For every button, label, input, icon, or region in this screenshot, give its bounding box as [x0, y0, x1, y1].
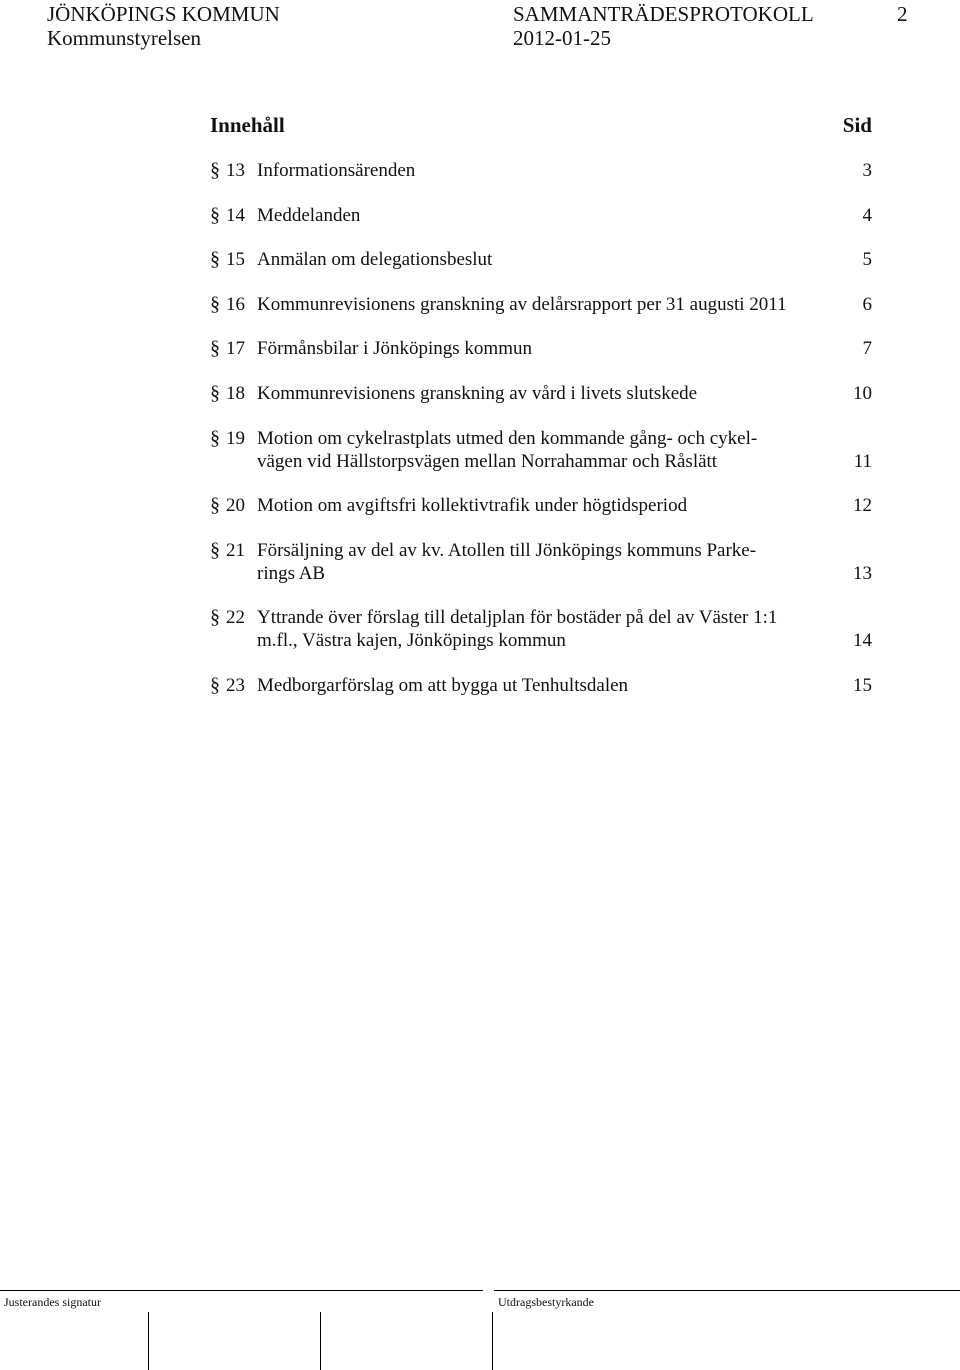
toc-entry-number: 21	[226, 539, 245, 561]
toc-entry-page: 6	[862, 293, 872, 315]
document-type: SAMMANTRÄDESPROTOKOLL	[513, 2, 814, 26]
section-symbol: §	[210, 382, 220, 404]
toc-entry-title-line: Informationsärenden	[257, 160, 416, 181]
section-symbol: §	[210, 159, 220, 181]
board-name: Kommunstyrelsen	[47, 26, 201, 50]
section-symbol: §	[210, 674, 220, 696]
toc-entry-title	[257, 494, 832, 517]
toc-entry-title	[257, 606, 832, 652]
toc-entry-number: 20	[226, 495, 245, 517]
toc-entry-number: 16	[226, 293, 245, 315]
toc-entry-title	[257, 674, 832, 697]
extract-certification-label: Utdragsbestyrkande	[498, 1295, 594, 1309]
section-symbol: §	[210, 494, 220, 517]
toc-entry-number: 14	[226, 204, 245, 226]
toc-entry-page: 10	[853, 383, 872, 404]
toc-entry-title-line: Yttrande över förslag till detaljplan för bostäder på del av Väster 1:1	[257, 607, 778, 629]
toc-entry-page: 4	[862, 204, 872, 226]
meeting-date: 2012-01-25	[513, 26, 611, 50]
section-symbol: §	[210, 538, 220, 561]
toc-entry-page: 13	[853, 562, 872, 584]
toc-entry-title-line: Medborgarförslag om att bygga ut Tenhultsdalen	[257, 675, 629, 696]
toc-entry-page: 12	[853, 495, 872, 517]
toc-entry-page: 11	[853, 450, 872, 472]
section-symbol: §	[210, 248, 220, 271]
toc-entry-title-line: Kommunrevisionens granskning av vård i livets slutskede	[257, 383, 698, 404]
signature-box-divider	[148, 1312, 149, 1370]
toc-entry-title-line: Motion om avgiftsfri kollektivtrafik under högtidsperiod	[257, 495, 688, 517]
toc-entry-title-line: Motion om cykelrastplats utmed den kommande gång- och cykel-	[257, 427, 758, 449]
toc-page-column-label: Sid	[842, 113, 872, 137]
footer-divider-right	[494, 1290, 960, 1291]
toc-entry-number: 13	[226, 160, 245, 181]
section-symbol: §	[210, 426, 220, 449]
toc-entry-title	[257, 427, 832, 473]
toc-entry-page: 15	[853, 675, 872, 696]
toc-entry-title-line: Försäljning av del av kv. Atollen till Jönköpings kommuns Parke-	[257, 539, 757, 561]
toc-entry-title-line: rings AB	[257, 562, 326, 584]
toc-entry-title	[257, 159, 832, 182]
signature-label: Justerandes signatur	[4, 1295, 101, 1309]
section-symbol: §	[210, 606, 220, 629]
toc-entry-page: 5	[862, 249, 872, 271]
page-number: 2	[897, 2, 908, 26]
toc-entry-number: 19	[226, 427, 245, 449]
toc-entry-title-line: Förmånsbilar i Jönköpings kommun	[257, 338, 532, 360]
toc-entry-title	[257, 293, 832, 316]
toc-entry-title	[257, 382, 832, 405]
section-symbol: §	[210, 337, 220, 360]
organization-name: JÖNKÖPINGS KOMMUN	[47, 2, 280, 26]
toc-entry-page: 14	[853, 630, 872, 652]
signature-box-divider	[320, 1312, 321, 1370]
signature-box-divider	[492, 1312, 493, 1370]
toc-entry-title-line: Meddelanden	[257, 204, 361, 226]
toc-entry-number: 18	[226, 383, 245, 404]
toc-entry-title	[257, 337, 832, 360]
section-symbol: §	[210, 203, 220, 226]
toc-entry-page: 7	[862, 338, 872, 360]
toc-entry-page: 3	[862, 160, 872, 181]
toc-entry-number: 22	[226, 607, 245, 629]
toc-entry-title	[257, 248, 832, 271]
toc-entry-number: 23	[226, 675, 245, 696]
toc-entry-title-line: Kommunrevisionens granskning av delårsrapport per 31 augusti 2011	[257, 293, 787, 315]
toc-entry-title	[257, 204, 832, 227]
toc-title: Innehåll	[210, 113, 285, 137]
toc-entry-title-line: Anmälan om delegationsbeslut	[257, 249, 493, 271]
toc-entry-title-line: m.fl., Västra kajen, Jönköpings kommun	[257, 630, 566, 652]
toc-entry-title-line: vägen vid Hällstorpsvägen mellan Norrahammar och Råslätt	[257, 450, 718, 472]
toc-entry-title	[257, 539, 832, 585]
section-symbol: §	[210, 292, 220, 315]
footer-divider-left	[0, 1290, 483, 1291]
toc-entry-number: 15	[226, 249, 245, 271]
toc-entry-number: 17	[226, 338, 245, 360]
